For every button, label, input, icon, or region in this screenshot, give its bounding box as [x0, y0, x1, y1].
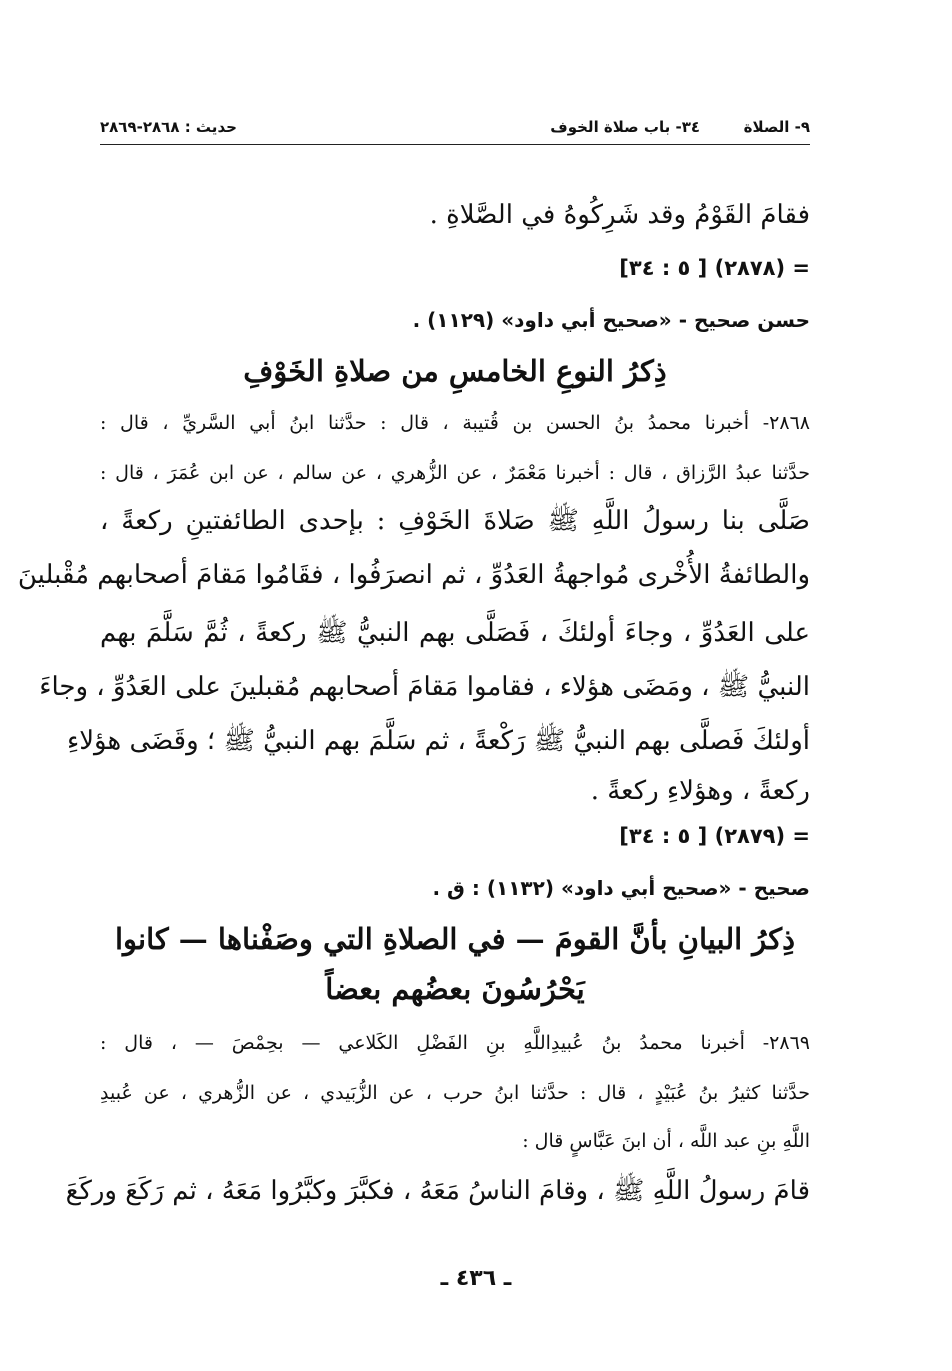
matn-line-2869-1: قامَ رسولُ اللَّهِ ﷺ ، وقامَ الناسُ مَعَهُ ، فكبَّرَ وكبَّرُوا مَعَهُ ، ثم رَكَعَ وركَعَ — [65, 1176, 810, 1206]
isnad-line-2869-c: اللَّهِ بنِ عبد اللَّه ، أن ابنَ عَبَّاسٍ قال : — [522, 1130, 810, 1152]
matn-line-2868-6: ركعةً ، وهؤلاءِ ركعةً . — [590, 776, 810, 806]
isnad-line-2869-a: ٢٨٦٩- أخبرنا محمدُ بنُ عُبيدِاللَّهِ بنِ الفَضْلِ الكَلاعي — بحِمْصَ — ، قال : — [100, 1032, 810, 1054]
text-line-1: فقامَ القَوْمُ وقد شَرِكُوهُ في الصَّلاةِ . — [429, 200, 810, 230]
section-heading-2a: ذِكرُ البيانِ بأنَّ القومَ — في الصلاةِ التي وصَفْناها — كانوا — [114, 922, 796, 956]
isnad-line-2869-b: حدَّثنا كثيرُ بنُ عُبَيْدٍ ، قال : حدَّثنا ابنُ حرب ، عن الزُّبَيدي ، عن الزُّهري ، عن عُبيدِ — [100, 1082, 810, 1104]
page-number: ـ ٤٣٦ ـ — [440, 1266, 512, 1291]
header-hadith-range: حديث : ٢٨٦٨-٢٨٦٩ — [100, 118, 237, 136]
section-heading-2b: يَحْرُسُونَ بعضُهم بعضاً — [325, 972, 585, 1006]
matn-line-2868-1: صَلَّى بنا رسولُ اللَّهِ ﷺ صَلاةَ الخَوْفِ : بإحدى الطائفتينِ ركعةً ، — [100, 506, 810, 536]
isnad-line-2868-a: ٢٨٦٨- أخبرنا محمدُ بنُ الحسن بن قُتيبة ، قال : حدَّثنا ابنُ أبي السَّريِّ ، قال : — [100, 412, 810, 434]
page — [17, 112, 810, 1206]
header-chapter: ٩- الصلاة — [743, 118, 810, 136]
section-heading-1: ذِكرُ النوعِ الخامسِ من صلاةِ الخَوْفِ — [243, 354, 667, 388]
grading-line-2: صحيح - «صحيح أبي داود» (١١٣٢) : ق . — [432, 876, 810, 900]
grading-line-1: حسن صحيح - «صحيح أبي داود» (١١٢٩) . — [412, 308, 810, 332]
matn-line-2868-4: النبيُّ ﷺ ، ومَضَى هؤلاء ، فقاموا مَقامَ أصحابهم مُقبلينَ على العَدُوِّ ، وجاءَ — [39, 672, 810, 702]
header-bab-title: ٣٤- باب صلاة الخوف — [550, 118, 700, 136]
matn-line-2868-5: أولئكَ فَصلَّى بهم النبيُّ ﷺ رَكْعةً ، ثم سَلَّمَ بهم النبيُّ ﷺ ؛ وقَضَى هؤلاءِ — [66, 726, 810, 756]
running-header — [100, 112, 810, 145]
reference-line-1: = (٢٨٧٨) [ ٥ : ٣٤] — [619, 256, 810, 280]
matn-line-2868-3: على العَدُوِّ ، وجاءَ أولئكَ ، فَصَلَّى بهم النبيُّ ﷺ ركعةً ، ثُمَّ سَلَّمَ بهم — [100, 618, 810, 648]
isnad-line-2868-b: حدَّثنا عبدُ الرَّزاق ، قال : أخبرنا مَعْمَرٌ ، عن الزُّهري ، عن سالم ، عن ابن عُمَرَ ، قال : — [100, 462, 810, 484]
reference-line-2: = (٢٨٧٩) [ ٥ : ٣٤] — [619, 824, 810, 848]
matn-line-2868-2: والطائفةُ الأُخْرى مُواجهةُ العَدُوِّ ، ثم انصرَفُوا ، فقَامُوا مَقامَ أصحابهم مُقْبلينَ — [17, 560, 810, 590]
